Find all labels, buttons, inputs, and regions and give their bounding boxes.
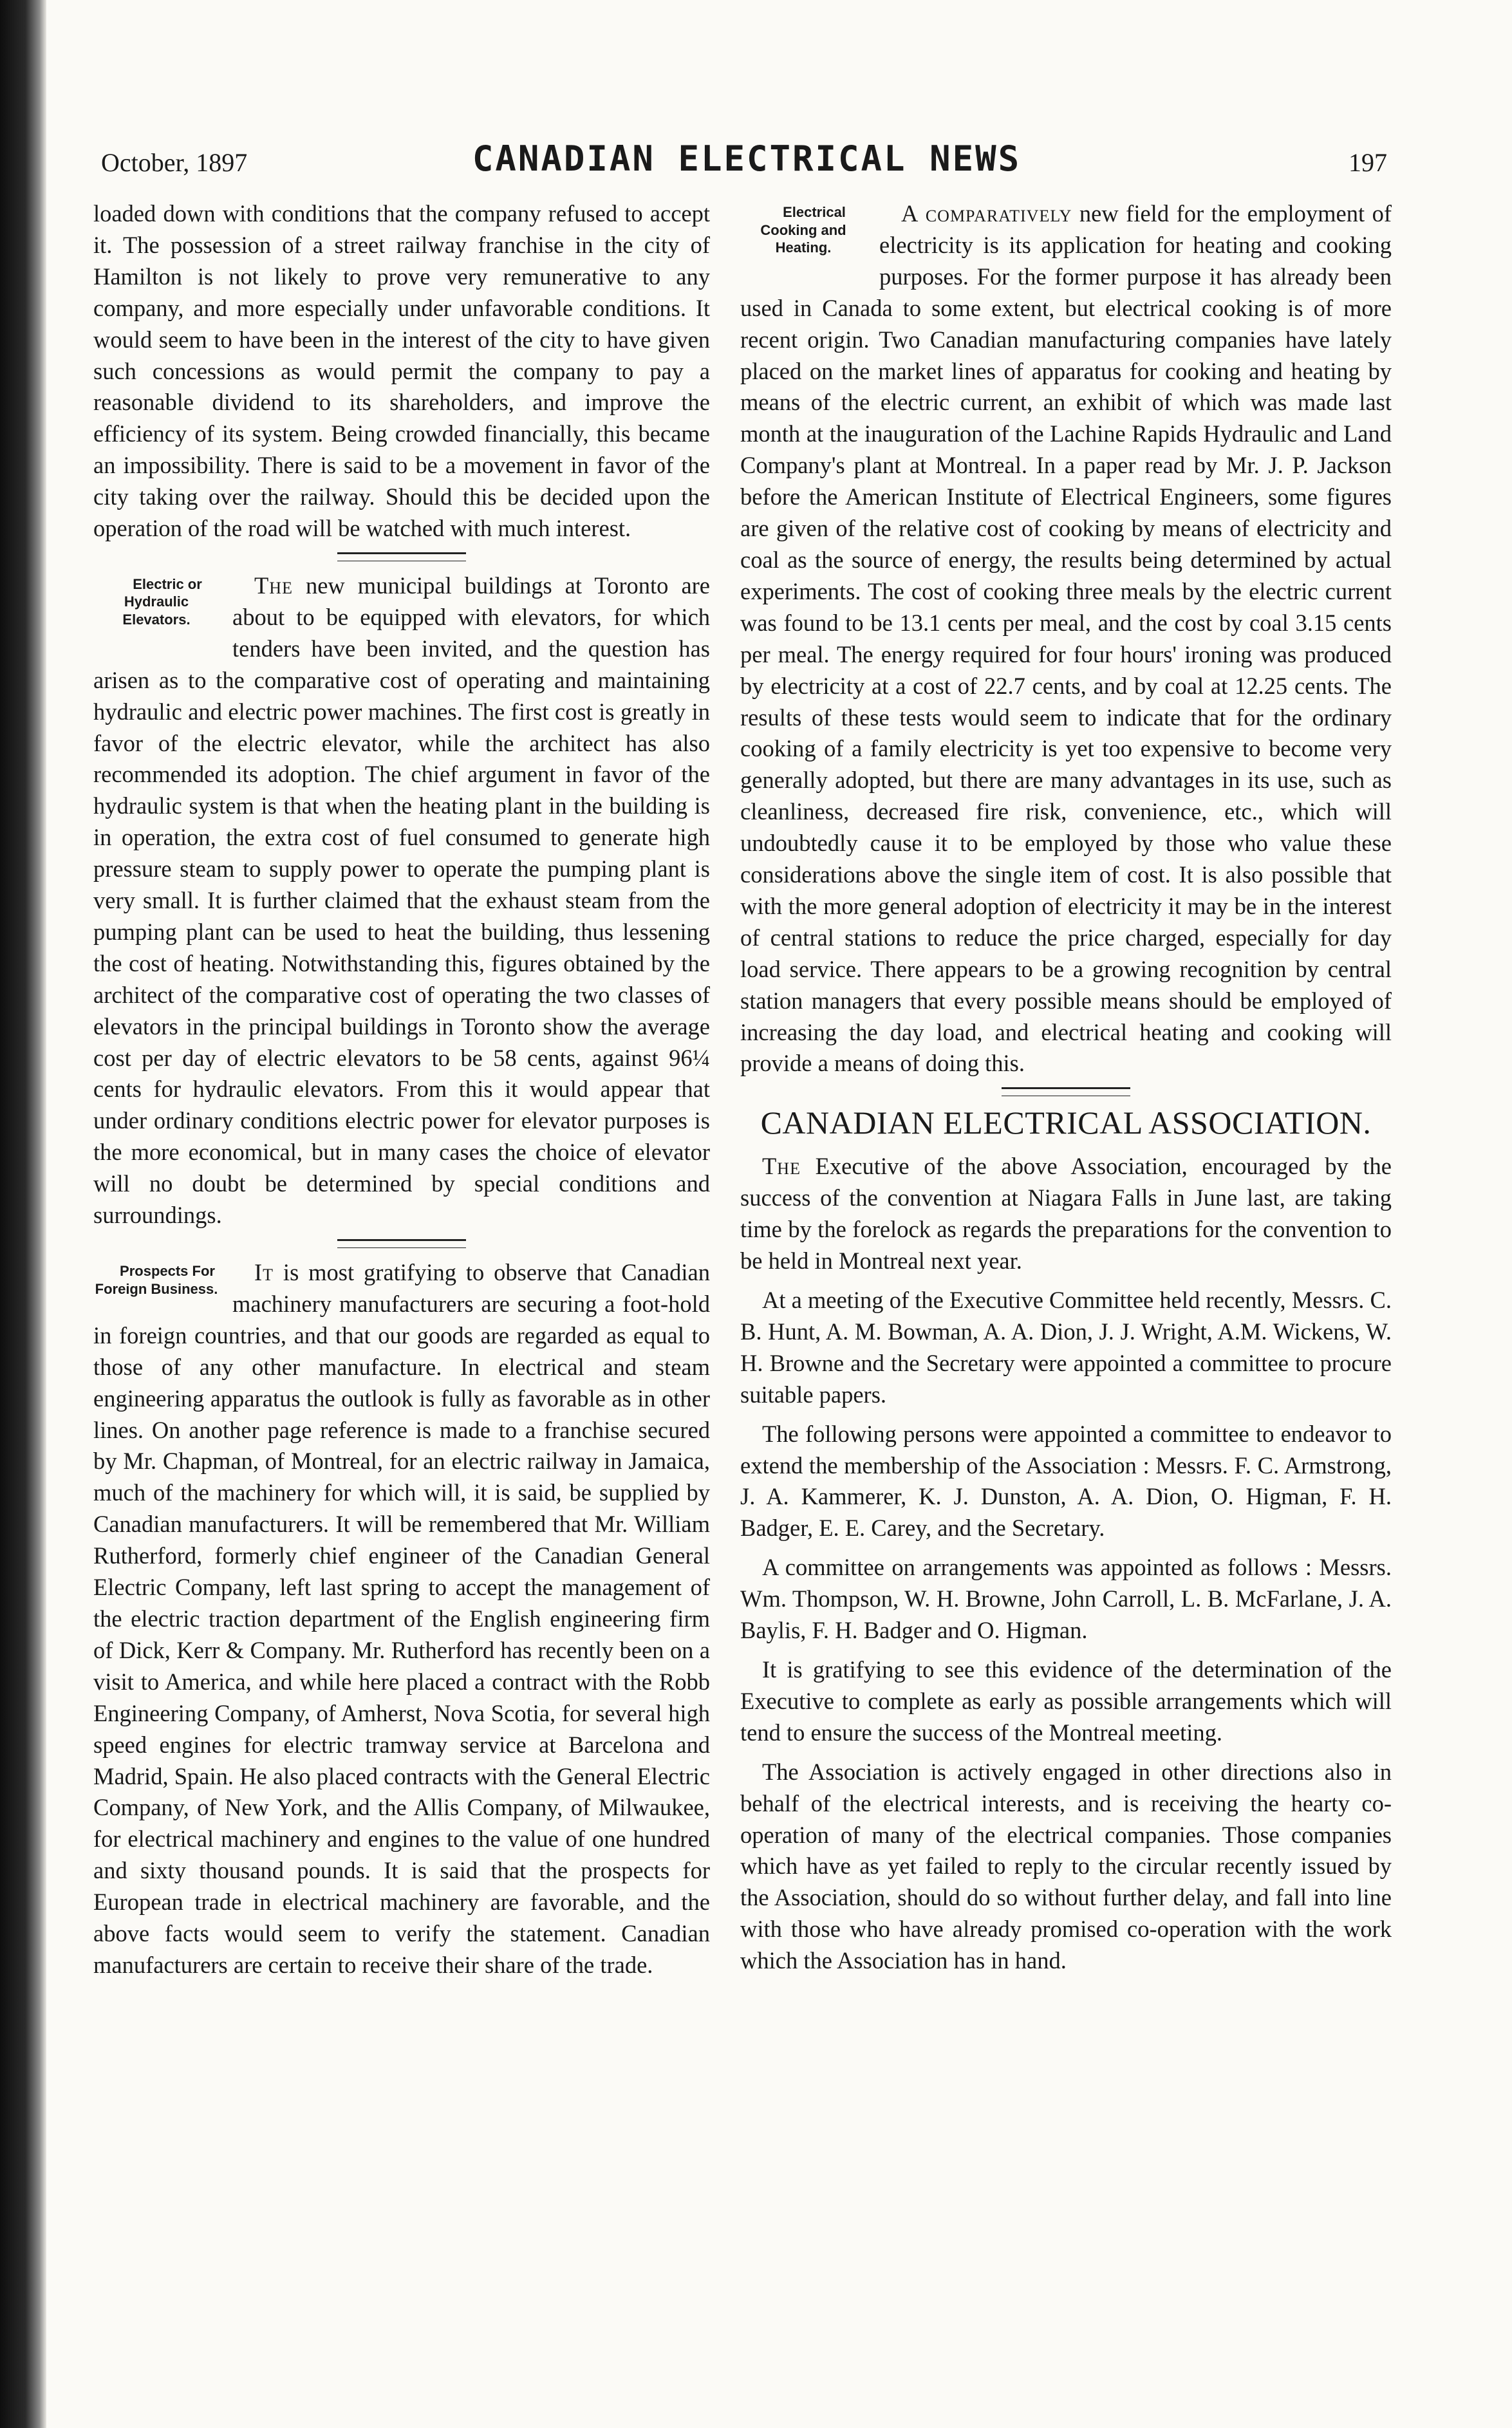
prospects-sidenote: Prospects For Foreign Business. [95,1263,218,1297]
prospects-lead: It [254,1259,274,1285]
masthead-title: CANADIAN ELECTRICAL NEWS [472,138,1022,179]
section-divider [337,1239,466,1248]
page-number: 197 [1349,148,1387,177]
page-header [93,138,1400,196]
cooking-lead: A comparatively [901,200,1072,227]
association-paragraph-1 [740,1151,1392,1277]
association-paragraph-2: At a meeting of the Executive Committee held recently, Messrs. C. B. Hunt, A. M. Bowman, A. A. Dion, J. J. Wright, A.M. Wickens, W. H. Browne and the Secretary were appointed a committee to procure suitable papers. [740,1287,1392,1408]
cooking-article [740,198,1392,1079]
association-paragraph-5: It is gratifying to see this evidence of the determination of the Executive to complete as early as possible arrangements which will tend to ensure the success of the Montreal meeting. [740,1656,1392,1746]
elevators-sidenote: Electric or Hydraulic Elevators. [122,575,202,628]
cooking-text: new field for the employment of electricity is its application for heating and cooking purposes. For the former purpose it has already been used in Canada to some extent, but electrical cooking is of more recent origin. Two Canadian manufacturing companies have lately placed on the market lines of apparatus for cooking and heating by means of the electric current, an exhibit of which was made last month at the inauguration of the Lachine Rapids Hydraulic and Land Company's plant at Montreal. In a paper read by Mr. J. P. Jackson before the American Institute of Electrical Engineers, some figures are given of the relative cost of cooking by means of electricity and coal as the source of energy, the results being determined by actual experiments. The cost of cooking three meals by the electric current was found to be 13.1 cents per meal, and the cost by coal 3.15 cents per meal. The energy required for four hours' ironing was produced by electricity at a cost of 22.7 cents, and by coal at 12.25 cents. The results of these tests would seem to indicate that for the ordinary cooking of a family electricity is yet too expensive to become very generally adopted, but there are many advantages in its use, such as cleanliness, decreased fire risk, convenience, etc., which will undoubtedly cause it to be employed by those who value these considerations above the single item of cost. It is also possible that with the more general adoption of electricity it may be in the interest of central stations to reduce the price charged, especially for day load service. There appears to be a growing recognition by central station managers that every possible means should be employed of increasing the day load, and electrical heating and cooking will provide a means of doing this. [740,200,1392,1077]
hamilton-railway-paragraph: loaded down with conditions that the company refused to accept it. The possession of a street railway franchise in the city of Hamilton is not likely to prove very remunerative to any company, and more especially under unfavorable conditions. It would seem to have been in the interest of the city to have given such concessions as would permit the company to pay a reasonable dividend to its shareholders, and improve the efficiency of its system. Being crowded financially, this became an impossibility. There is said to be a movement in favor of the city taking over the railway. Should this be decided upon the operation of the road will be watched with much interest. [93,200,710,542]
right-column [740,198,1392,2361]
association-lead: The [762,1153,801,1180]
association-paragraph-4: A committee on arrangements was appointed as follows : Messrs. Wm. Thompson, W. H. Browne, John Carroll, L. B. McFarlane, J. A. Baylis, F. H. Badger and O. Higman. [740,1554,1392,1644]
page-binding-shadow [0,0,46,2428]
elevators-lead: The [254,572,293,599]
association-headline: CANADIAN ELECTRICAL ASSOCIATION. [760,1105,1372,1141]
association-paragraph-6: The Association is actively engaged in other directions also in behalf of the electrical interests, and is receiving the hearty co-operation of many of the electrical companies. Those companies which have as yet failed to reply to the circular recently issued by the Association, should do so without further delay, and fall into line with those who have already promised co-operation with the work which the Association has in hand. [740,1758,1392,1974]
cooking-sidenote: Electrical Cooking and Heating. [760,204,846,256]
issue-date: October, 1897 [101,148,248,177]
elevators-text: new municipal buildings at Toronto are about to be equipped with elevators, for which tenders have been invited, and the question has arisen as to the comparative cost of operating and maintaining hydraulic and electric power machines. The first cost is greatly in favor of the electric elevator, while the architect has also recommended its adoption. The chief argument in favor of the hydraulic system is that when the heating plant in the building is in operation, the extra cost of fuel consumed to generate high pressure steam to supply power to operate the pumping plant is very small. It is further claimed that the exhaust steam from the pumping plant can be used to heat the building, thus lessening the cost of heating. Notwithstanding this, figures obtained by the architect of the comparative cost of operating the two classes of elevators in the principal buildings in Toronto show the average cost per day of electric elevators to be 58 cents, against 96¼ cents for hydraulic elevators. From this it would appear that under ordinary conditions electric power for elevator purposes is the more economical, but in many cases the choice of elevator will no doubt be determined by special conditions and surroundings. [93,572,710,1229]
section-divider [1002,1087,1130,1096]
association-p1-text: Executive of the above Association, encouraged by the success of the convention at Niagara Falls in June last, are taking time by the forelock as regards the preparations for the convention to be held in Montreal next year. [740,1153,1392,1275]
prospects-text: is most gratifying to observe that Canadian machinery manufacturers are securing a foot-hold in foreign countries, and that our goods are regarded as equal to those of any other manufacture. In electrical and steam engineering apparatus the outlook is fully as favorable as in other lines. On another page reference is made to a franchise secured by Mr. Chapman, of Montreal, for an electric railway in Jamaica, much of the machinery for which will, it is said, be supplied by Canadian manufacturers. It will be remembered that Mr. William Rutherford, formerly chief engineer of the Canadian General Electric Company, left last spring to accept the management of the electric traction department of the English engineering firm of Dick, Kerr & Company. Mr. Rutherford has recently been on a visit to America, and while here placed a contract with the Robb Engineering Company, of Amherst, Nova Scotia, for several high speed engines for electric tramway service at Barcelona and Madrid, Spain. He also placed contracts with the General Electric Company, of New York, and the Allis Company, of Milwaukee, for electrical machinery and engines to the value of one hundred and sixty thousand pounds. It is said that the prospects for European trade in electrical machinery are favorable, and the above facts would seem to verify the statement. Canadian manufacturers are certain to receive their share of the trade. [93,1259,710,1978]
association-paragraph-3: The following persons were appointed a committee to endeavor to extend the membership of the Association : Messrs. F. C. Armstrong, J. A. Kammerer, K. J. Dunston, A. A. Dion, O. Higman, F. H. Badger, E. E. Carey, and the Secretary. [740,1420,1392,1542]
prospects-article [93,1257,710,1981]
section-divider [337,552,466,561]
elevators-article [93,570,710,1231]
left-column [93,198,710,2361]
